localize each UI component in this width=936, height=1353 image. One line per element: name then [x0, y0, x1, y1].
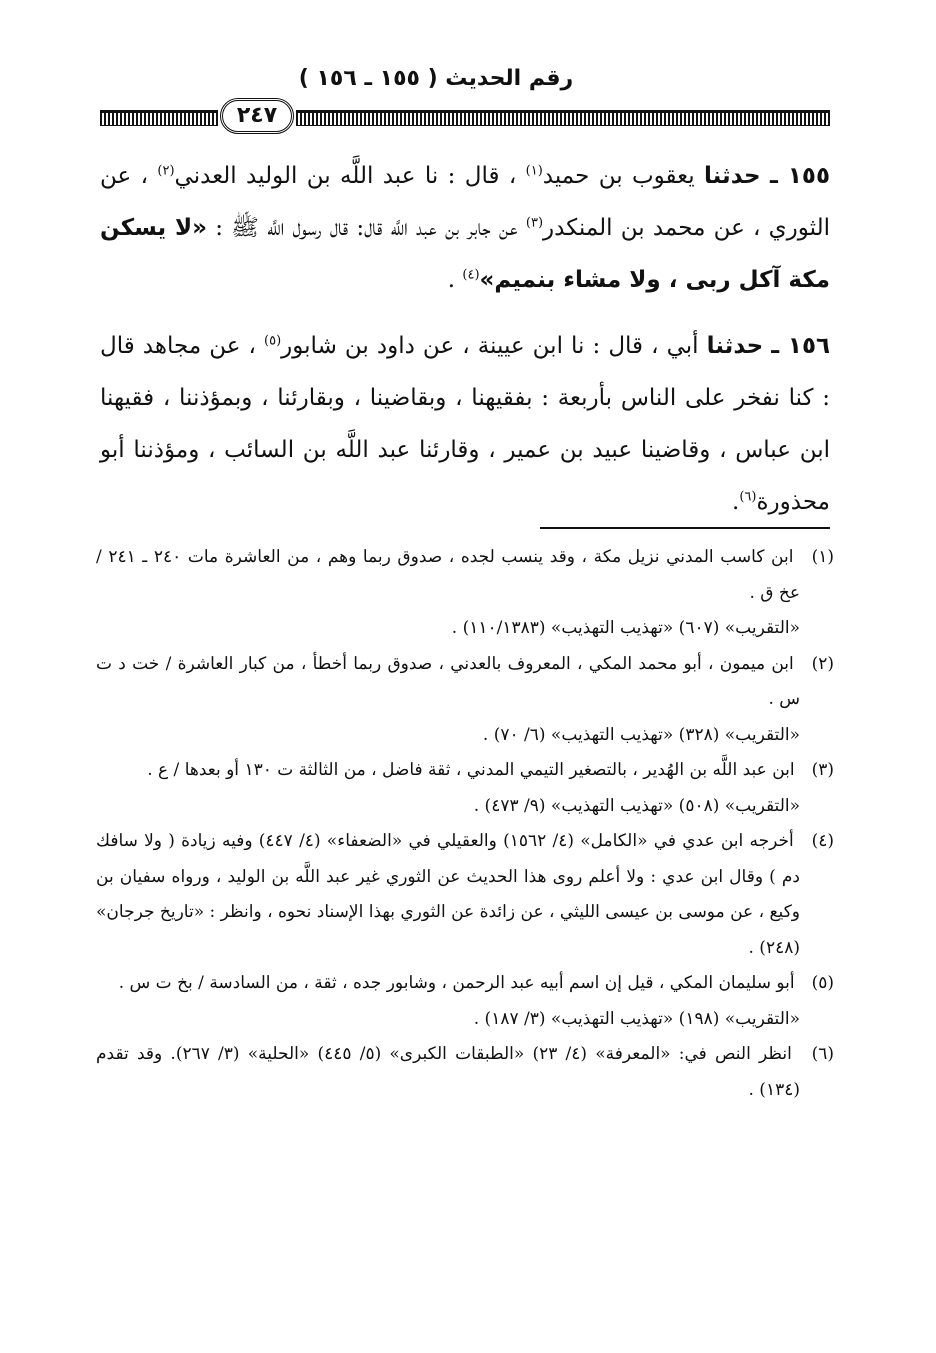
- hadith-intro: حدثنا: [704, 163, 761, 189]
- footnote-number: (٤): [811, 831, 834, 851]
- footnote-6: [96, 1037, 834, 1108]
- footnote-number: (١): [811, 547, 835, 567]
- page-number: ٢٤٧: [220, 98, 294, 134]
- footnote-separator: [540, 527, 830, 529]
- footnote-marker: (٦): [739, 489, 757, 505]
- footnote-text: أخرجه ابن عدي في «الكامل» (٤/ ١٥٦٢) والعقيلي في «الضعفاء» (٤/ ٤٤٧) وفيه زيادة ( ولا سافك دم ) وقال ابن عدي : ولا أعلم روى هذا الحديث عن الثوري غير عبد اللَّه بن الوليد ، ورواه سفيان بن وكيع ، عن موسى بن عيسى الليثي ، عن زائدة عن الثوري بهذا الإسناد نحوه ، وانظر : «تاريخ جرجان» (٢٤٨) .: [96, 831, 800, 958]
- footnote-text: ابن ميمون ، أبو محمد المكي ، المعروف بالعدني ، صدوق ربما أخطأ ، من كبار العاشرة / خت د ت س .: [96, 653, 800, 709]
- hadith-quote: «لا يسكن مكة آكل ربى ، ولا مشاء بنميم»: [100, 215, 830, 293]
- footnote-reference: «التقريب» (٥٠٨) «تهذيب التهذيب» (٩/ ٤٧٣) .: [473, 795, 800, 816]
- hadith-end: .: [732, 489, 740, 515]
- footnote-1: [96, 540, 834, 647]
- running-title: رقم الحديث ( ١٥٥ ـ ١٥٦ ): [298, 66, 574, 91]
- footnote-4: [96, 824, 834, 966]
- main-text: [100, 150, 830, 542]
- footnote-2: [96, 647, 834, 754]
- hadith-text: ، عن مجاهد قال : كنا نفخر على الناس بأربعة : بفقيهنا ، وبقاضينا ، وبقارئنا ، وبمؤذننا ، فقيهنا ابن عباس ، وقاضينا عبيد بن عمير ، وقارئنا عبد اللَّه بن السائب ، ومؤذننا أبو محذورة: [100, 333, 830, 515]
- hadith-number: ١٥٥ ـ: [769, 163, 830, 189]
- hadith-number: ١٥٦ ـ: [771, 333, 831, 359]
- hadith-text: عن جابر بن عبد اللَّه قال: قال رسول اللَّه ﷺ :: [207, 215, 518, 241]
- footnote-5: [96, 966, 834, 1037]
- footnote-number: (٣): [811, 760, 834, 780]
- footnote-marker: (٢): [157, 163, 175, 179]
- hadith-156: [100, 320, 830, 528]
- footnote-marker: (٣): [525, 215, 544, 231]
- footnote-marker: (١): [525, 163, 543, 179]
- footnote-text: ابن كاسب المدني نزيل مكة ، وقد ينسب لجده ، صدوق ربما وهم ، من العاشرة مات ٢٤٠ ـ ٢٤١ / عخ ق .: [96, 547, 800, 603]
- hadith-intro: حدثنا: [706, 333, 764, 359]
- footnote-number: (٢): [811, 653, 834, 674]
- footnote-number: (٦): [811, 1044, 834, 1064]
- footnote-reference: «التقريب» (٣٢٨) «تهذيب التهذيب» (٦/ ٧٠) .: [482, 724, 800, 745]
- hadith-text: ، قال : نا عبد اللَّه بن الوليد العدني: [174, 163, 517, 189]
- hadith-end: .: [447, 267, 463, 293]
- hadith-text: يعقوب بن حميد: [542, 163, 695, 189]
- footnote-3: [96, 753, 834, 824]
- footnote-number: (٥): [811, 973, 834, 993]
- footnote-text: ابن عبد اللَّه بن الهُدير ، بالتصغير التيمي المدني ، ثقة فاضل ، من الثالثة ت ١٣٠ أو بعدها / ع .: [147, 760, 795, 780]
- footnote-reference: «التقريب» (١٩٨) «تهذيب التهذيب» (٣/ ١٨٧) .: [473, 1008, 800, 1029]
- footnote-marker: (٤): [462, 267, 480, 283]
- header-rule-left: [100, 110, 218, 126]
- footnote-marker: (٥): [264, 333, 282, 349]
- hadith-text: ، عن الثوري ، عن محمد بن المنكدر: [100, 163, 830, 241]
- hadith-text: أبي ، قال : نا ابن عيينة ، عن داود بن شابور: [281, 333, 699, 359]
- footnote-text: أبو سليمان المكي ، قيل إن اسم أبيه عبد الرحمن ، وشابور جده ، ثقة ، من السادسة / بخ ت س .: [118, 973, 795, 993]
- footnote-text: انظر النص في: «المعرفة» (٤/ ٢٣) «الطبقات الكبرى» (٥/ ٤٤٥) «الحلية» (٣/ ٢٦٧). وقد تقدم (١٣٤) .: [96, 1044, 800, 1100]
- hadith-155: [100, 150, 830, 306]
- header-rule-right: [296, 110, 830, 126]
- footnotes: [96, 540, 834, 1108]
- footnote-reference: «التقريب» (٦٠٧) «تهذيب التهذيب» (١١٠/١٣٨٣) .: [451, 618, 800, 638]
